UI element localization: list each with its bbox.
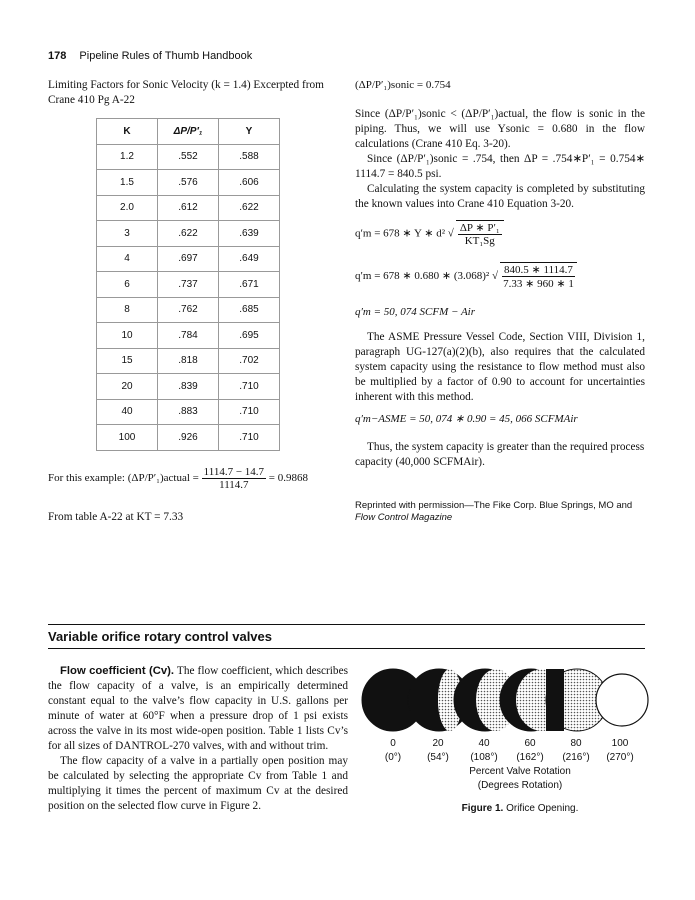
cell-k: 100 — [97, 425, 158, 451]
para-flow-coefficient — [48, 664, 348, 754]
percent-0: 0 — [390, 738, 396, 749]
section-rule-bottom — [48, 648, 645, 649]
right-column — [355, 78, 645, 212]
cell-y: .671 — [219, 272, 280, 298]
example-denominator: 1114.7 — [219, 479, 249, 491]
figure-caption — [400, 803, 640, 814]
cell-k: 1.5 — [97, 170, 158, 196]
col-y: Y — [219, 119, 280, 145]
degree-0: (0°) — [384, 752, 402, 763]
flow-heading: Flow coefficient (Cv). — [60, 665, 175, 677]
cell-y: .639 — [219, 221, 280, 247]
percent-80: 80 — [570, 738, 582, 749]
page-number: 178 — [48, 50, 67, 62]
orifice-figure — [360, 660, 650, 740]
para-asme: The ASME Pressure Vessel Code, Section VIII, Division 1, paragraph UG-127(a)(2)(b), also requires that the calculated system capacity using the resistance to flow method must also be multiplied by a factor of 0.90 to account for uncertainties inherent with this method. — [355, 331, 645, 403]
equation-4: q′m−ASME = 50, 074 ∗ 0.90 = 45, 066 SCFMAir — [355, 413, 578, 425]
cell-dp: .883 — [158, 399, 219, 425]
percent-40: 40 — [478, 738, 490, 749]
reprint-line-2: Flow Control Magazine — [355, 512, 453, 523]
col-dp: ΔP/P′₁ — [158, 119, 219, 145]
eq1-numerator: ΔP ∗ P′₁ — [459, 222, 500, 234]
book-title: Pipeline Rules of Thumb Handbook — [79, 50, 253, 62]
cell-y: .702 — [219, 348, 280, 374]
from-table-text: From table A-22 at KT = 7.33 — [48, 511, 184, 523]
cell-dp: .576 — [158, 170, 219, 196]
cell-k: 3 — [97, 221, 158, 247]
cell-y: .606 — [219, 170, 280, 196]
degree-270: (270°) — [606, 752, 634, 763]
cell-y: .685 — [219, 297, 280, 323]
flow-text: The flow coefficient, which describes the flow capacity of a valve, is an empirically determined constant equal to the valve’s flow capacity in U.S. gallons per minute of water at 60°F when a pressure drop of 1 psi exists across the valve in its most wide-open position. Table 1 lists Cv’s for all sizes of DANTROL-270 valves, with and without trim. — [48, 665, 348, 752]
example-result: = 0.9868 — [268, 472, 308, 485]
eq1-denominator: KT₁Sg — [464, 235, 495, 247]
table-row — [97, 399, 280, 425]
cell-dp: .839 — [158, 374, 219, 400]
percent-100: 100 — [611, 738, 629, 749]
cell-y: .622 — [219, 195, 280, 221]
cell-k: 40 — [97, 399, 158, 425]
eq1-lhs: q′m = 678 ∗ Y ∗ d² — [355, 227, 448, 240]
cell-dp: .622 — [158, 221, 219, 247]
equation-3: q′m = 50, 074 SCFM − Air — [355, 306, 476, 318]
table-row — [97, 297, 280, 323]
cell-y: .649 — [219, 246, 280, 272]
cell-k: 6 — [97, 272, 158, 298]
para-partial-open: The flow capacity of a valve in a partially open position may be calculated by selecting the appropriate Cv from Table 1 and multiplying it times the percent of maximum Cv at the desired position on the selected flow curve in Figure 2. — [48, 755, 348, 812]
cell-dp: .612 — [158, 195, 219, 221]
table-row — [97, 144, 280, 170]
cell-dp: .762 — [158, 297, 219, 323]
equation-1: q′m = 678 ∗ Y ∗ d² √ $\frac{\text{ΔP ∗ P′₁}}{\text{KT₁Sg}}$ — [355, 220, 504, 247]
table-title: Limiting Factors for Sonic Velocity (k = 1.4) Excerpted from Crane 410 Pg A-22 — [48, 79, 324, 106]
percent-20: 20 — [432, 738, 444, 749]
eq2-numerator: 840.5 ∗ 1114.7 — [504, 264, 573, 276]
cell-y: .710 — [219, 399, 280, 425]
section-rule-top — [48, 624, 645, 625]
para-capacity: Calculating the system capacity is completed by substituting the known values into Crane 410 Equation 3-20. — [355, 183, 645, 210]
para-conclusion: Thus, the system capacity is greater than the required process capacity (40,000 SCFMAir). — [355, 441, 645, 468]
caption-label: Figure 1. — [461, 803, 504, 814]
orifice-100-icon — [596, 674, 648, 726]
table-row — [97, 170, 280, 196]
cell-k: 2.0 — [97, 195, 158, 221]
table-row — [97, 348, 280, 374]
sonic-limit-table — [96, 118, 280, 451]
section-body — [48, 664, 348, 814]
table-row — [97, 374, 280, 400]
cell-dp: .818 — [158, 348, 219, 374]
cell-k: 10 — [97, 323, 158, 349]
eq2-denominator: 7.33 ∗ 960 ∗ 1 — [503, 278, 574, 290]
table-row — [97, 195, 280, 221]
cell-y: .710 — [219, 425, 280, 451]
table-header-row — [97, 119, 280, 145]
degree-54: (54°) — [427, 752, 449, 763]
cell-k: 4 — [97, 246, 158, 272]
example-lead: For this example: (ΔP/P′₁)actual = — [48, 472, 199, 485]
axis-label-2: (Degrees Rotation) — [477, 780, 563, 791]
eq2-lhs: q′m = 678 ∗ 0.680 ∗ (3.068)² — [355, 270, 492, 283]
running-header — [48, 50, 252, 62]
orifice-80-edge — [546, 669, 564, 731]
cell-dp: .697 — [158, 246, 219, 272]
cell-y: .588 — [219, 144, 280, 170]
para-sonic: Since (ΔP/P′₁)sonic < (ΔP/P′₁)actual, the flow is sonic in the piping. Thus, we will use Ysonic = 0.680 in the flow calculations (Crane 410 Eq. 3-20). — [355, 108, 645, 150]
sonic-equation: (ΔP/P′₁)sonic = 0.754 — [355, 79, 451, 91]
table-row — [97, 221, 280, 247]
caption-text: Orifice Opening. — [506, 803, 579, 814]
example-fraction — [202, 466, 266, 491]
cell-k: 8 — [97, 297, 158, 323]
cell-y: .695 — [219, 323, 280, 349]
percent-60: 60 — [524, 738, 536, 749]
table-row — [97, 323, 280, 349]
cell-k: 15 — [97, 348, 158, 374]
table-row — [97, 272, 280, 298]
cell-dp: .737 — [158, 272, 219, 298]
reprint-line-1: Reprinted with permission—The Fike Corp. Blue Springs, MO and — [355, 500, 633, 511]
para-delta-p: Since (ΔP/P′₁)sonic = .754, then ΔP = .754∗P′₁ = 0.754∗ 1114.7 = 840.5 psi. — [355, 153, 645, 180]
equation-2: q′m = 678 ∗ 0.680 ∗ (3.068)² √ $\frac{840.5 ∗ 1114.7}{7.33 ∗ 960 ∗ 1}$ — [355, 262, 577, 290]
col-k: K — [97, 119, 158, 145]
example-equation — [48, 466, 308, 491]
table-row — [97, 425, 280, 451]
degree-108: (108°) — [470, 752, 498, 763]
degree-216: (216°) — [562, 752, 590, 763]
section-title: Variable orifice rotary control valves — [48, 629, 272, 644]
cell-dp: .784 — [158, 323, 219, 349]
reprint-note — [355, 500, 632, 524]
cell-dp: .926 — [158, 425, 219, 451]
cell-k: 20 — [97, 374, 158, 400]
axis-label-1: Percent Valve Rotation — [469, 766, 571, 777]
example-numerator: 1114.7 − 14.7 — [203, 466, 265, 478]
cell-k: 1.2 — [97, 144, 158, 170]
table-row — [97, 246, 280, 272]
cell-y: .710 — [219, 374, 280, 400]
cell-dp: .552 — [158, 144, 219, 170]
degree-162: (162°) — [516, 752, 544, 763]
